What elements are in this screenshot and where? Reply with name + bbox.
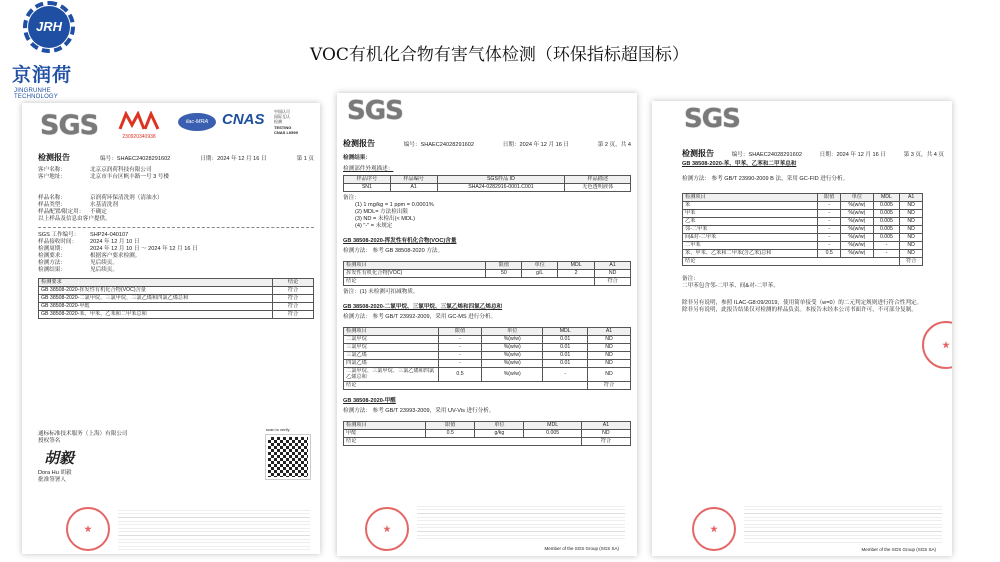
page-title: VOC有机化合物有害气体检测（环保指标超国标） bbox=[310, 45, 689, 65]
note-line: (1) 1 mg/kg = 1 ppm = 0.0001% bbox=[355, 201, 434, 208]
column-header: MDL bbox=[558, 261, 595, 269]
field-value: 北京京润荷科技有限公司 bbox=[90, 167, 152, 173]
cnas-side-line: TESTING bbox=[274, 124, 292, 130]
table-cell: - bbox=[439, 351, 482, 359]
notes bbox=[682, 276, 944, 290]
column-header: A1 bbox=[581, 421, 630, 429]
cnas-side-line: CNAS L0599 bbox=[274, 129, 298, 135]
column-header: 单位 bbox=[481, 327, 542, 335]
table-cell: 符合 bbox=[581, 437, 630, 445]
table-cell: ND bbox=[900, 201, 923, 209]
logo-english-name: JINGRUNHE TECHNOLOGY bbox=[14, 88, 59, 100]
section-title: GB 38508-2020-苯、甲苯、乙苯和二甲苯总和 bbox=[682, 161, 797, 167]
table-cell: 邻-二甲苯 bbox=[683, 225, 818, 233]
table-cell: ND bbox=[587, 343, 630, 351]
table-cell: - bbox=[818, 209, 841, 217]
table-cell: 符合 bbox=[273, 286, 314, 294]
field-value: 见后续页。 bbox=[90, 259, 118, 266]
table-cell: 0.005 bbox=[873, 233, 900, 241]
notes-title: 备注： bbox=[682, 275, 699, 282]
table-row bbox=[683, 217, 923, 225]
table-cell: GB 38508-2020-挥发性有机化合物(VOC)含量 bbox=[39, 286, 273, 294]
table-cell: 0.005 bbox=[524, 429, 581, 437]
table-cell: %(w/w) bbox=[841, 241, 874, 249]
table-cell: %(w/w) bbox=[841, 233, 874, 241]
table-cell: 0.01 bbox=[543, 343, 588, 351]
table-cell: 0.005 bbox=[873, 201, 900, 209]
table-cell: ND bbox=[900, 225, 923, 233]
table-cell: SHA24-0282916-0001.C001 bbox=[437, 183, 565, 191]
table-row bbox=[39, 310, 314, 318]
verdict-row bbox=[344, 277, 631, 285]
column-header: 单位 bbox=[522, 261, 558, 269]
table-cell: %(w/w) bbox=[841, 217, 874, 225]
field-value: 不确定 bbox=[90, 208, 107, 215]
table-cell: %(w/w) bbox=[481, 343, 542, 351]
benzene-series-table bbox=[682, 193, 923, 266]
column-header: 限值 bbox=[426, 421, 475, 429]
column-header: 检测项目 bbox=[344, 327, 439, 335]
table-cell: GB 38508-2020-苯、甲苯、乙苯和二甲苯总和 bbox=[39, 310, 273, 318]
table-cell: 50 bbox=[486, 269, 522, 277]
table-cell: 苯、甲苯、乙苯和二甲苯(含乙苯)总和 bbox=[683, 249, 818, 257]
table-cell: 符合 bbox=[273, 302, 314, 310]
table-cell: - bbox=[873, 249, 900, 257]
report-date: 日期：2024 年 12 月 16 日 bbox=[502, 142, 569, 148]
logo-chinese-name: 京润荷 bbox=[12, 64, 73, 86]
report-page-1 bbox=[22, 103, 320, 554]
table-row bbox=[39, 294, 314, 302]
report-number: 编号：SHAEC24028291602 bbox=[403, 142, 475, 148]
table-cell: ND bbox=[900, 241, 923, 249]
sgs-member-note: Member of the SGS Group (SGS SA) bbox=[544, 546, 619, 552]
field-label: 以上样品及信息由客户提供。 bbox=[38, 215, 111, 222]
test-requirements-table bbox=[38, 278, 314, 319]
results-label: 检测结果： bbox=[343, 155, 371, 161]
table-row bbox=[344, 183, 631, 191]
table-cell: 二氯甲烷、三氯甲烷、三氯乙烯和四氯乙烯总和 bbox=[344, 367, 439, 381]
table-cell: - bbox=[818, 217, 841, 225]
table-cell: 三氯甲烷 bbox=[344, 343, 439, 351]
statements bbox=[682, 300, 944, 314]
table-cell: 2 bbox=[558, 269, 595, 277]
sgs-logo-text: SGS bbox=[347, 96, 403, 126]
sample-table bbox=[343, 175, 631, 192]
table-cell: %(w/w) bbox=[841, 225, 874, 233]
table-cell: ND bbox=[900, 209, 923, 217]
table-cell: 二甲苯 bbox=[683, 241, 818, 249]
table-cell: 无色透明液体 bbox=[565, 183, 631, 191]
column-header: MDL bbox=[543, 327, 588, 335]
field-label: 检测要求： bbox=[38, 252, 66, 259]
table-cell: 0.01 bbox=[543, 335, 588, 343]
table-row bbox=[344, 429, 631, 437]
official-seal bbox=[66, 507, 110, 551]
table-cell: %(w/w) bbox=[841, 249, 874, 257]
table-row bbox=[344, 367, 631, 381]
section-method: 检测方法： 参考 GB/T 23993-2009，采用 UV-Vis 进行分析。 bbox=[343, 407, 495, 414]
column-header: 结论 bbox=[273, 278, 314, 286]
table-cell: 甲醛 bbox=[344, 429, 426, 437]
column-header: 限值 bbox=[818, 193, 841, 201]
verdict-row bbox=[344, 381, 631, 389]
signer-title: 授权签名 bbox=[38, 437, 61, 444]
page-number: 第 1 页 bbox=[296, 156, 314, 162]
table-cell: %(w/w) bbox=[841, 201, 874, 209]
table-cell: 二氯甲烷 bbox=[344, 335, 439, 343]
table-header-row bbox=[344, 421, 631, 429]
field-value: 水基清洗剂 bbox=[90, 201, 118, 208]
table-cell: 0.01 bbox=[543, 359, 588, 367]
table-cell: ND bbox=[900, 217, 923, 225]
table-row bbox=[683, 233, 923, 241]
report-page-2 bbox=[337, 93, 637, 556]
page-number: 第 3 页，共 4 页 bbox=[903, 152, 944, 158]
table-cell: 符合 bbox=[587, 381, 630, 389]
company-logo bbox=[10, 6, 88, 100]
note-line: (2) MDL= 方法检出限 bbox=[355, 208, 408, 215]
section-method: 检测方法： 参考 GB 38508-2020 方法。 bbox=[343, 247, 444, 254]
terms-footer bbox=[417, 503, 625, 541]
official-seal-partial bbox=[922, 321, 952, 369]
cnas-logo: CNAS bbox=[222, 111, 265, 128]
sgs-logo bbox=[684, 103, 740, 136]
signer-name: Dora Hu 胡毅 bbox=[38, 469, 72, 476]
column-header: 限值 bbox=[439, 327, 482, 335]
column-header: A1 bbox=[587, 327, 630, 335]
sgs-member-note: Member of the SGS Group (SGS SA) bbox=[861, 547, 936, 553]
sgs-logo: SGS bbox=[40, 110, 99, 141]
field-label: 检测周期： bbox=[38, 245, 66, 252]
table-row bbox=[683, 241, 923, 249]
table-header-row bbox=[344, 261, 631, 269]
column-header: 限值 bbox=[486, 261, 522, 269]
field-label: 检测结果： bbox=[38, 266, 66, 273]
page-number: 第 2 页，共 4 bbox=[597, 142, 631, 148]
report-date: 日期：2024 年 12 月 16 日 bbox=[200, 156, 267, 162]
column-header: A1 bbox=[900, 193, 923, 201]
terms-footer bbox=[744, 503, 942, 543]
column-header: 单位 bbox=[475, 421, 524, 429]
table-row bbox=[344, 335, 631, 343]
chlorinated-solvents-table bbox=[343, 327, 631, 390]
signature-block bbox=[38, 431, 128, 484]
note-line: (4) "-" = 未规定 bbox=[355, 222, 393, 229]
cnas-side-text bbox=[274, 109, 298, 135]
table-cell: %(w/w) bbox=[481, 359, 542, 367]
table-cell: %(w/w) bbox=[481, 351, 542, 359]
field-label: 样品类型： bbox=[38, 201, 66, 208]
table-cell: ND bbox=[587, 335, 630, 343]
signer-role: 批准签署人 bbox=[38, 476, 66, 483]
field-value: 见后续页。 bbox=[90, 266, 118, 273]
ilac-mra-logo: ilac-MRA bbox=[178, 113, 216, 131]
table-cell: 挥发性有机化合物(VOC) bbox=[344, 269, 486, 277]
table-row bbox=[344, 351, 631, 359]
table-cell: 结论 bbox=[344, 381, 588, 389]
table-cell: - bbox=[818, 201, 841, 209]
note-line: 二甲苯包含邻-二甲苯、间&对-二甲苯。 bbox=[682, 282, 779, 289]
column-header: SGS样品 ID bbox=[437, 175, 565, 183]
table-cell: - bbox=[818, 241, 841, 249]
sgs-logo-text: SGS bbox=[684, 104, 740, 134]
verdict-row bbox=[683, 257, 923, 265]
table-cell: 符合 bbox=[595, 277, 631, 285]
table-cell: 0.5 bbox=[818, 249, 841, 257]
column-header: A1 bbox=[595, 261, 631, 269]
cnas-side-line: 检测 bbox=[274, 119, 282, 125]
table-cell: 符合 bbox=[900, 257, 923, 265]
statement-line: 除非另有说明，参照 ILAC-G8:09/2019，使用简单接受（w=0）的二元判定规则进行符合性判定。 bbox=[682, 299, 923, 306]
job-info bbox=[38, 232, 314, 274]
table-cell: 0.5 bbox=[439, 367, 482, 381]
table-cell: - bbox=[818, 233, 841, 241]
table-row bbox=[344, 343, 631, 351]
field-label: 客户名称： bbox=[38, 167, 66, 173]
field-label: 样品接收时间： bbox=[38, 238, 78, 245]
field-value: SHP24-040107 bbox=[90, 231, 129, 238]
report-date: 日期：2024 年 12 月 16 日 bbox=[819, 152, 886, 158]
qr-code bbox=[266, 435, 310, 479]
table-cell: 0.01 bbox=[543, 351, 588, 359]
table-row bbox=[39, 286, 314, 294]
report-number: 编号：SHAEC24028291602 bbox=[100, 156, 171, 162]
table-cell: - bbox=[439, 343, 482, 351]
field-value: 根据客户要求检测。 bbox=[90, 252, 141, 259]
handwritten-signature: 胡毅 bbox=[44, 448, 75, 467]
section-method: 检测方法： 参考 GB/T 23992-2009，采用 GC-MS 进行分析。 bbox=[343, 313, 497, 320]
table-cell: 甲苯 bbox=[683, 209, 818, 217]
table-header-row bbox=[39, 278, 314, 286]
statement-line: 除非另有说明，此报告结果仅对检测的样品负责。本报告未经本公司书面许可，不可部分复制。 bbox=[682, 306, 917, 313]
report-number: 编号：SHAEC24028291602 bbox=[731, 152, 802, 158]
table-cell: ND bbox=[587, 359, 630, 367]
field-value: 2024 年 12 月 10 日 ～ 2024 年 12 月 16 日 bbox=[90, 245, 198, 252]
table-header-row bbox=[344, 327, 631, 335]
field-label: SGS 工作编号： bbox=[38, 231, 80, 238]
report-heading: 检测报告 bbox=[38, 153, 70, 162]
client-info bbox=[38, 167, 314, 181]
section-title: GB 38508-2020-二氯甲烷、三氯甲烷、三氯乙烯和四氯乙烯总和 bbox=[343, 303, 503, 310]
table-row bbox=[683, 209, 923, 217]
table-row bbox=[344, 269, 631, 277]
table-cell: 乙苯 bbox=[683, 217, 818, 225]
column-header: 检测项目 bbox=[683, 193, 818, 201]
table-cell: GB 38508-2020-甲醛 bbox=[39, 302, 273, 310]
table-row bbox=[39, 302, 314, 310]
table-cell: - bbox=[439, 359, 482, 367]
table-cell: 0.005 bbox=[873, 217, 900, 225]
cnas-side-line: 中国认可 bbox=[274, 109, 290, 114]
notes-title: 备注： bbox=[343, 194, 360, 201]
field-label: 客户地址： bbox=[38, 173, 66, 180]
table-cell: g/L bbox=[522, 269, 558, 277]
column-header: 检测项目 bbox=[344, 421, 426, 429]
field-value: 北京市丰台区帆丰路一号 3 号楼 bbox=[90, 173, 169, 180]
verdict-row bbox=[344, 437, 631, 445]
official-seal bbox=[692, 507, 736, 551]
note-line: (3) ND = 未检出(< MDL) bbox=[355, 215, 415, 222]
signer-company: 通标标准技术服务（上海）有限公司 bbox=[38, 431, 128, 437]
table-cell: 结论 bbox=[344, 437, 582, 445]
table-cell: g/kg bbox=[475, 429, 524, 437]
table-row bbox=[344, 359, 631, 367]
cnas-side-line: 国际互认 bbox=[274, 114, 290, 120]
notes bbox=[343, 195, 631, 230]
table-cell: - bbox=[439, 335, 482, 343]
table-row bbox=[683, 249, 923, 257]
table-cell: - bbox=[818, 225, 841, 233]
column-header: 样品序号 bbox=[344, 175, 391, 183]
table-cell: ND bbox=[581, 429, 630, 437]
table-cell: 苯 bbox=[683, 201, 818, 209]
part-description-label: 检测部件外观描述： bbox=[343, 165, 394, 172]
qr-label: scan to verify bbox=[266, 427, 290, 432]
table-row bbox=[683, 225, 923, 233]
table-row bbox=[683, 201, 923, 209]
table-cell: GB 38508-2020-二氯甲烷、三氯甲烷、三氯乙烯和四氯乙烯总和 bbox=[39, 294, 273, 302]
official-seal bbox=[365, 507, 409, 551]
table-cell: A1 bbox=[390, 183, 437, 191]
table-cell: %(w/w) bbox=[841, 209, 874, 217]
table-cell: ND bbox=[900, 233, 923, 241]
column-header: MDL bbox=[873, 193, 900, 201]
section-title: GB 38508-2020-挥发性有机化合物(VOC)含量 bbox=[343, 237, 457, 244]
table-cell: SN1 bbox=[344, 183, 391, 191]
voc-table bbox=[343, 261, 631, 286]
table-header-row bbox=[683, 193, 923, 201]
table-cell: 结论 bbox=[344, 277, 595, 285]
table-cell: 0.005 bbox=[873, 209, 900, 217]
table-cell: 0.5 bbox=[426, 429, 475, 437]
report-heading: 检测报告 bbox=[343, 139, 375, 148]
column-header: 样品编号 bbox=[390, 175, 437, 183]
field-value: 京润荷环保清洗剂（清油水） bbox=[90, 194, 163, 201]
sgs-logo bbox=[347, 95, 403, 128]
section-method: 检测方法： 参考 GB/T 23990-2009 B 法，采用 GC-FID 进行分析。 bbox=[682, 175, 849, 182]
section-note: 备注：(1) 未检测可扣减物质。 bbox=[343, 288, 419, 295]
table-cell: 间&对-二甲苯 bbox=[683, 233, 818, 241]
column-header: MDL bbox=[524, 421, 581, 429]
table-cell: 四氯乙烯 bbox=[344, 359, 439, 367]
field-label: 样品名称： bbox=[38, 194, 66, 201]
column-header: 检测要求 bbox=[39, 278, 273, 286]
table-cell: ND bbox=[595, 269, 631, 277]
table-cell: - bbox=[543, 367, 588, 381]
cma-number: 230920340938 bbox=[122, 133, 156, 140]
table-cell: 符合 bbox=[273, 294, 314, 302]
table-cell: ND bbox=[900, 249, 923, 257]
table-cell: ND bbox=[587, 351, 630, 359]
logo-badge-text: JRH bbox=[35, 19, 62, 34]
report-page-3 bbox=[652, 101, 952, 556]
field-label: 检测方法： bbox=[38, 259, 66, 266]
formaldehyde-table bbox=[343, 421, 631, 446]
report-heading: 检测报告 bbox=[682, 149, 714, 158]
table-cell: 结论 bbox=[683, 257, 900, 265]
table-cell: %(w/w) bbox=[481, 367, 542, 381]
section-title: GB 38508-2020-甲醛 bbox=[343, 397, 396, 404]
column-header: 单位 bbox=[841, 193, 874, 201]
table-cell: 三氯乙烯 bbox=[344, 351, 439, 359]
cma-logo bbox=[118, 111, 160, 140]
table-cell: 0.005 bbox=[873, 225, 900, 233]
logo-badge bbox=[28, 6, 70, 48]
table-cell: ND bbox=[587, 367, 630, 381]
column-header: 检测项目 bbox=[344, 261, 486, 269]
table-cell: %(w/w) bbox=[481, 335, 542, 343]
sample-info bbox=[38, 195, 314, 228]
column-header: 样品描述 bbox=[565, 175, 631, 183]
field-value: 2024 年 12 月 10 日 bbox=[90, 238, 140, 245]
terms-footer bbox=[118, 507, 310, 551]
field-label: 样品配置/限定用： bbox=[38, 208, 85, 215]
table-cell: - bbox=[873, 241, 900, 249]
table-cell: 符合 bbox=[273, 310, 314, 318]
table-header-row bbox=[344, 175, 631, 183]
